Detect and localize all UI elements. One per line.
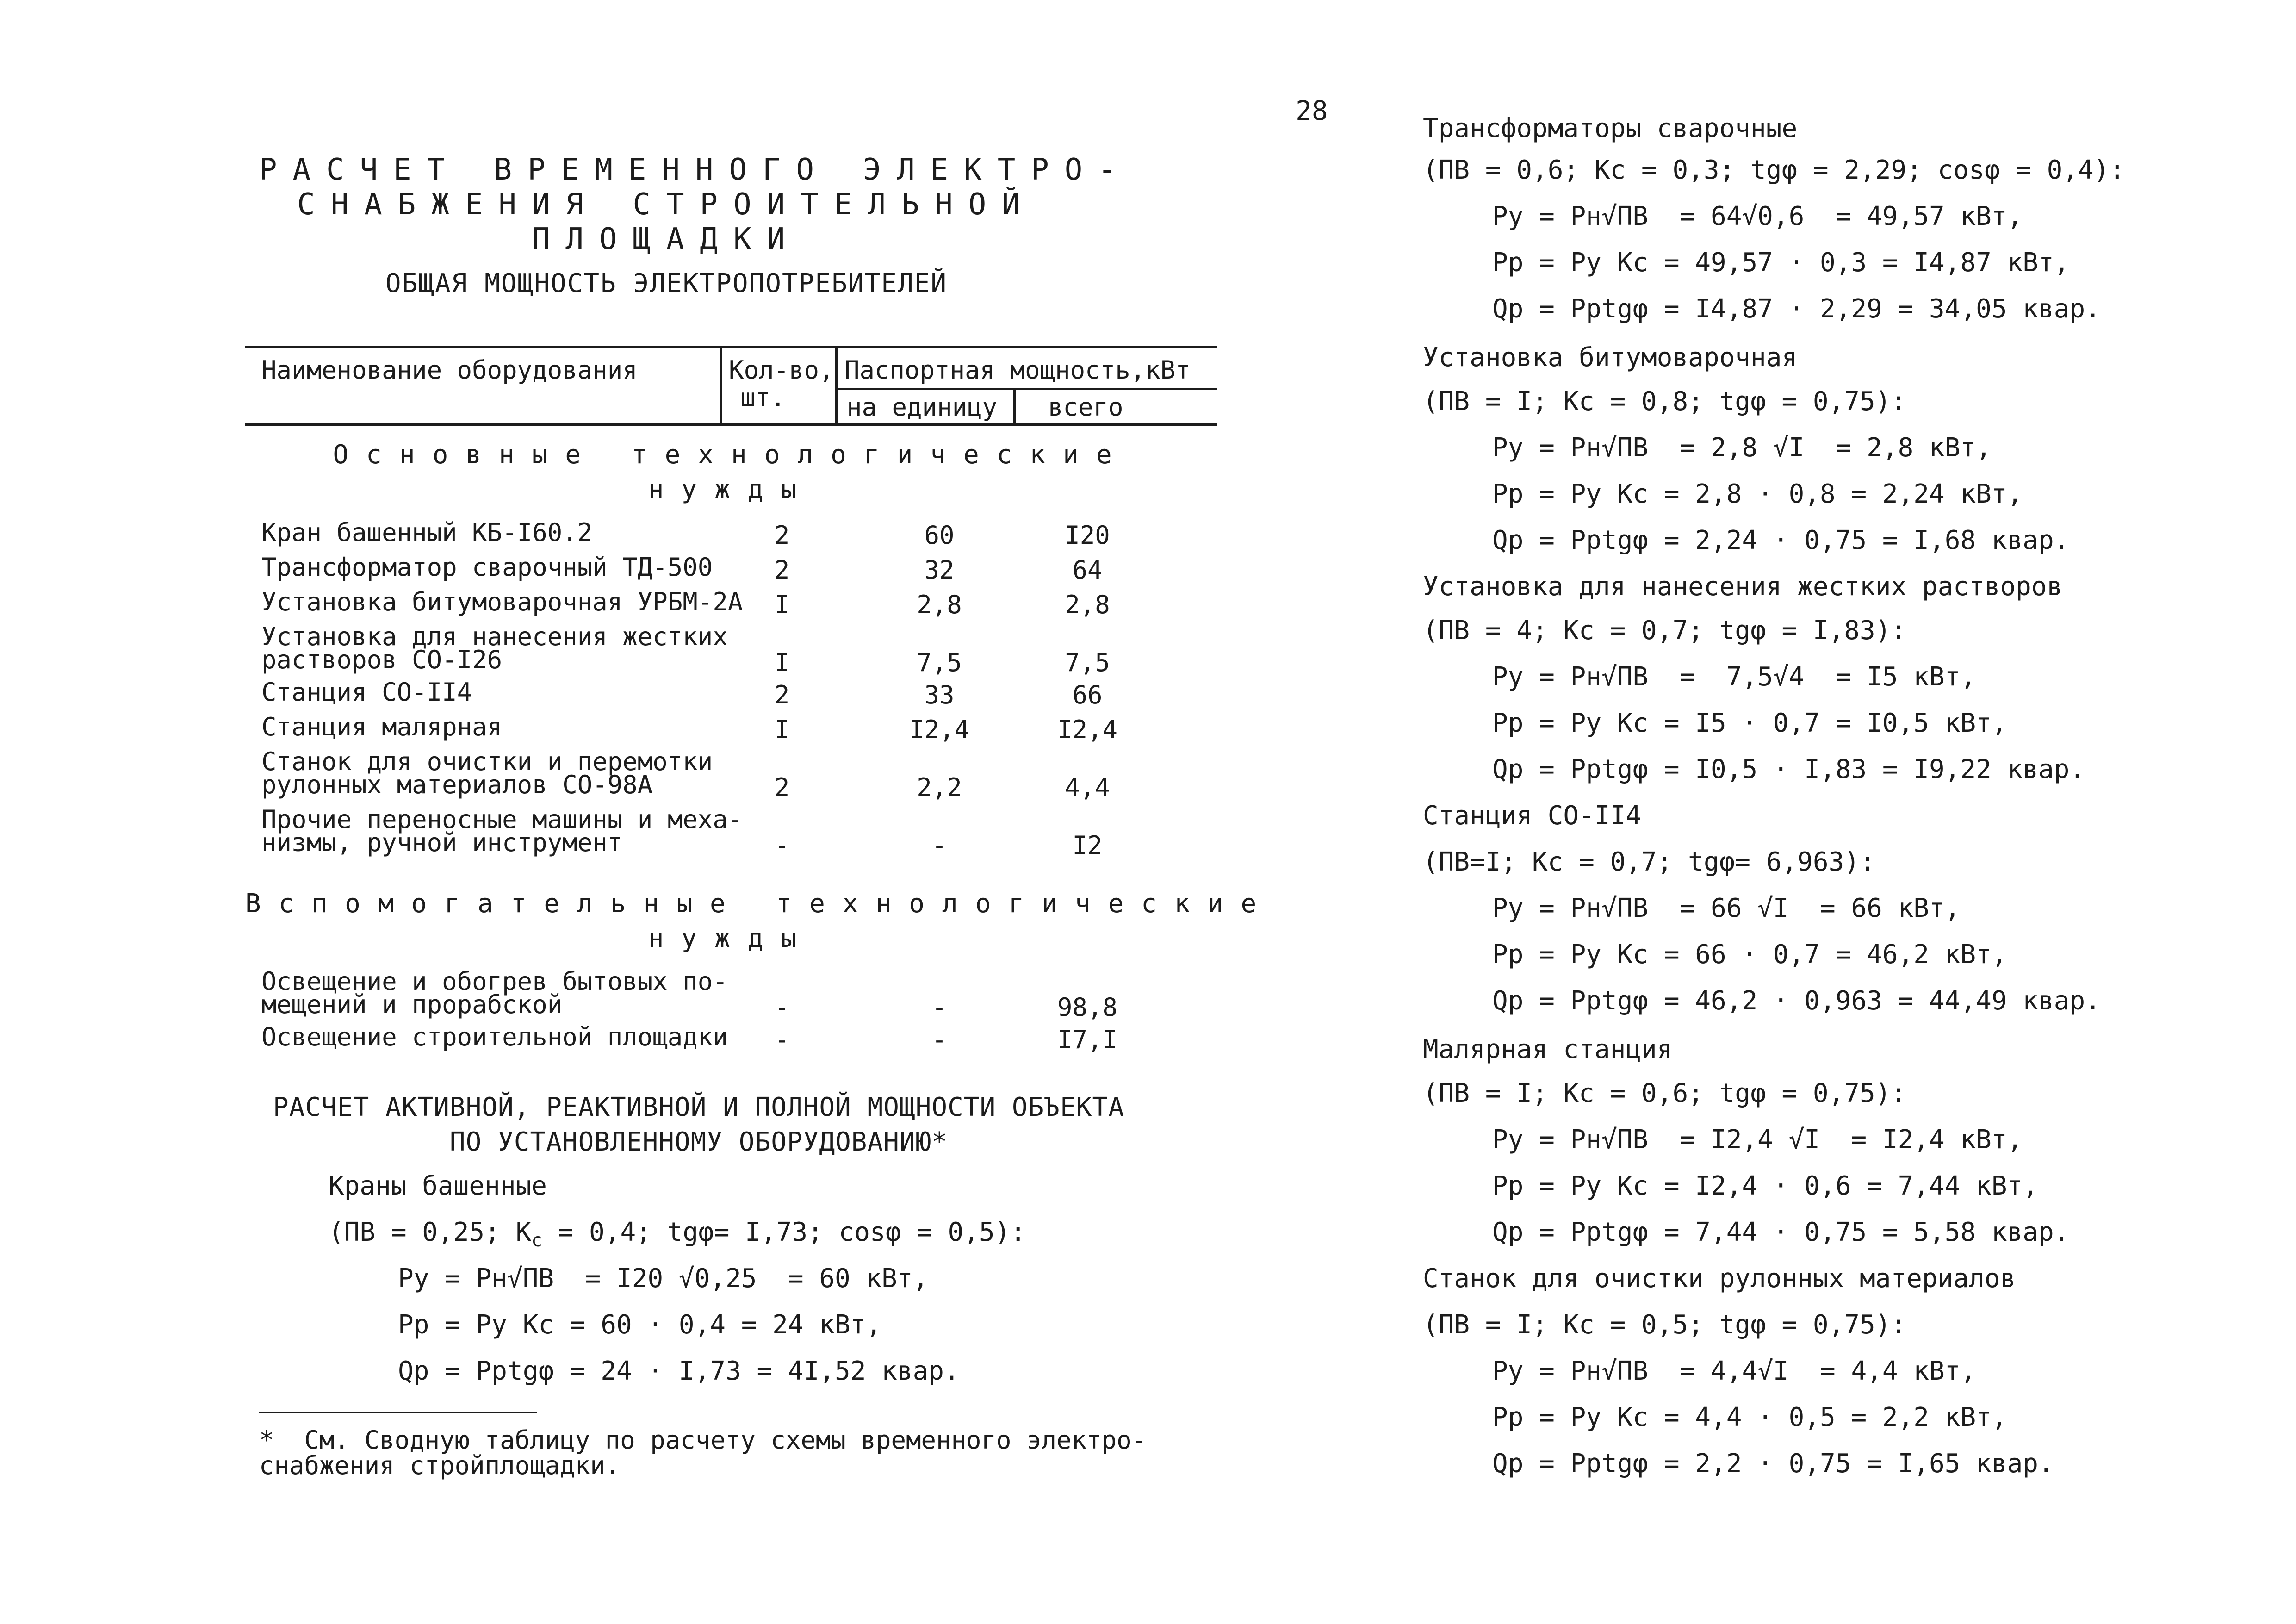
table-cell-qty: 2 [774,773,790,802]
calc-formula-qp: Qр = Pрtgφ = 2,24 · 0,75 = I,68 квар. [1492,525,2070,555]
table-cell-unit: 2,2 [917,773,962,802]
table-cell-unit: 2,8 [917,590,962,619]
table-top-rule [245,346,1217,348]
col-header-power: Паспортная мощность,кВт [844,355,1191,385]
calc-heading: Установка битумоварочная [1423,342,1798,373]
table-cell-qty: I [774,648,790,677]
calc-formula-py: Pу = Pн√ПВ = 2,8 √I = 2,8 кВт, [1492,433,1992,463]
calc-heading: Установка для нанесения жестких растворов [1423,572,2063,602]
calc-formula-qp: Qр = Pрtgφ = I4,87 · 2,29 = 34,05 квар. [1492,294,2101,324]
calc-title-line-1: РАСЧЕТ АКТИВНОЙ, РЕАКТИВНОЙ И ПОЛНОЙ МОЩНОСТИ ОБЪЕКТА [273,1092,1124,1122]
table-cell-total: 2,8 [1065,590,1110,619]
section-heading-main-2: нужды [648,474,814,504]
table-cell-total: 64 [1072,555,1103,585]
table-vrule-1 [720,346,722,425]
calc-formula-pp: Pр = Pу Кс = I2,4 · 0,6 = 7,44 кВт, [1492,1171,2039,1201]
calc-formula-py: Pу = Pн√ПВ = I2,4 √I = I2,4 кВт, [1492,1125,2023,1155]
calc-formula-qp: Qр = Pрtgφ = 7,44 · 0,75 = 5,58 квар. [1492,1217,2070,1247]
table-row-name: Освещение строительной площадки [261,1022,728,1052]
table-row-name: Станок для очистки и перемотки [261,747,713,776]
table-row-name: Установка битумоварочная УРБМ-2А [261,587,743,616]
table-cell-qty: I [774,715,790,744]
table-cell-total: I2,4 [1057,715,1118,744]
document-title-line-2: СНАБЖЕНИЯ СТРОИТЕЛЬНОЙ [297,187,1036,222]
section-heading-main-1: Основные технологические [333,440,1129,470]
calc-heading: Станция СО-II4 [1423,801,1642,831]
calc-params: (ПВ=I; Кс = 0,7; tgφ= 6,963): [1423,847,1875,877]
table-cell-total: 66 [1072,680,1103,709]
table-row-name-cont: рулонных материалов СО-98А [261,770,653,799]
table-cell-total: I7,I [1057,1025,1118,1054]
calc-formula-pp: Pр = Pу Кс = 66 · 0,7 = 46,2 кВт, [1492,940,2007,970]
table-header-bottom-rule [245,423,1217,426]
table-cell-total: 98,8 [1057,993,1118,1022]
section-heading-aux-1: Вспомогательные технологические [245,889,1274,919]
col-header-total: всего [1048,392,1123,422]
calc-heading: Малярная станция [1423,1034,1673,1064]
col-header-qty-1: Кол-во, [729,355,834,385]
table-row-name: Станция СО-II4 [261,678,472,707]
calc-params: (ПВ = I; Кс = 0,6; tgφ = 0,75): [1423,1078,1907,1108]
table-cell-unit: I2,4 [909,715,970,744]
calc-formula-py: Pу = Pн√ПВ = 64√0,6 = 49,57 кВт, [1492,201,2023,231]
calc-formula-qp: Qр = Pрtgφ = I0,5 · I,83 = I9,22 квар. [1492,754,2085,784]
calc-formula-py: Pу = Pн√ПВ = 4,4√I = 4,4 кВт, [1492,1356,1976,1386]
calc-formula-qp: Qр = Pрtgφ = 46,2 · 0,963 = 44,49 квар. [1492,986,2101,1016]
table-row-name: Освещение и обогрев бытовых по- [261,967,728,996]
table-row-name: Установка для нанесения жестких [261,622,728,651]
table-cell-unit: 33 [924,680,955,709]
table-cell-unit: - [931,993,947,1022]
col-header-qty-2: шт. [740,383,786,412]
col-header-name: Наименование оборудования [261,355,638,385]
calc-params: (ПВ = 4; Кс = 0,7; tgφ = I,83): [1423,616,1907,646]
page-number: 28 [1296,95,1328,126]
calc-formula-pp: Pр = Pу Кс = I5 · 0,7 = I0,5 кВт, [1492,708,2007,738]
footnote-line-1: * См. Сводную таблицу по расчету схемы временного электро- [259,1425,1147,1455]
document-title-line-3: ПЛОЩАДКИ [532,222,801,256]
table-cell-qty: - [774,1025,790,1054]
table-cell-qty: 2 [774,555,790,585]
table-cell-qty: - [774,831,790,860]
table-cell-qty: 2 [774,521,790,550]
table-cell-total: 4,4 [1065,773,1110,802]
table-cell-qty: - [774,993,790,1022]
table-row-name: Прочие переносные машины и меха- [261,805,743,834]
table-row-name-cont: мещений и прорабской [261,990,563,1019]
table-cell-unit: - [931,1025,947,1054]
calc-params: (ПВ = I; Кс = 0,8; tgφ = 0,75): [1423,386,1907,417]
calc-heading-cranes: Краны башенные [329,1171,547,1201]
table-vrule-3 [1013,388,1016,425]
table-cell-unit: 7,5 [917,648,962,677]
table-cell-qty: 2 [774,680,790,709]
table-subheader-rule [835,388,1217,390]
table-cell-unit: - [931,831,947,860]
calc-params: (ПВ = I; Кс = 0,5; tgφ = 0,75): [1423,1310,1907,1340]
calc-formula-qp: Qр = Pрtgφ = 24 · I,73 = 4I,52 квар. [398,1356,960,1386]
calc-heading: Трансформаторы сварочные [1423,113,1798,143]
calc-formula-pp: Pр = Pу Кс = 60 · 0,4 = 24 кВт, [398,1310,882,1340]
col-header-unit: на единицу [847,392,998,422]
document-title-line-1: РАСЧЕТ ВРЕМЕННОГО ЭЛЕКТРО- [259,153,1132,187]
calc-formula-py: Pу = Pн√ПВ = 66 √I = 66 кВт, [1492,893,1961,923]
calc-params: (ПВ = 0,6; Кс = 0,3; tgφ = 2,29; cosφ = 0,4): [1423,155,2125,185]
calc-formula-pp: Pр = Pу Кс = 2,8 · 0,8 = 2,24 кВт, [1492,479,2023,509]
calc-formula-pp: Pр = Pу Кс = 4,4 · 0,5 = 2,2 кВт, [1492,1402,2007,1432]
calc-formula-py: Pу = Pн√ПВ = I20 √0,25 = 60 кВт, [398,1263,929,1294]
table-row-name: Кран башенный КБ-I60.2 [261,518,593,547]
table-cell-qty: I [774,590,790,619]
table-row-name-cont: низмы, ручной инструмент [261,828,623,857]
document-subtitle: ОБЩАЯ МОЩНОСТЬ ЭЛЕКТРОПОТРЕБИТЕЛЕЙ [385,268,948,299]
footnote-line-2: снабжения стройплощадки. [259,1451,621,1480]
table-cell-total: I2 [1072,831,1103,860]
table-row-name: Трансформатор сварочный ТД-500 [261,553,713,582]
table-cell-unit: 60 [924,521,955,550]
calc-heading: Станок для очистки рулонных материалов [1423,1263,2016,1294]
table-row-name: Станция малярная [261,712,503,741]
calc-params-cranes: (ПВ = 0,25; $К_с = 0,4$; tgφ= I,73; cosφ = 0,5): [329,1217,1026,1251]
footnote-rule [259,1412,537,1413]
table-vrule-2 [835,346,838,425]
table-cell-total: 7,5 [1065,648,1110,677]
table-row-name-cont: растворов СО-I26 [261,645,503,674]
calc-formula-py: Pу = Pн√ПВ = 7,5√4 = I5 кВт, [1492,662,1976,692]
section-heading-aux-2: нужды [648,923,814,953]
calc-formula-qp: Qр = Pрtgφ = 2,2 · 0,75 = I,65 квар. [1492,1449,2054,1479]
calc-formula-pp: Pр = Pу Кс = 49,57 · 0,3 = I4,87 кВт, [1492,248,2070,278]
table-cell-total: I20 [1065,521,1110,550]
calc-title-line-2: ПО УСТАНОВЛЕННОМУ ОБОРУДОВАНИЮ* [449,1127,948,1157]
table-cell-unit: 32 [924,555,955,585]
